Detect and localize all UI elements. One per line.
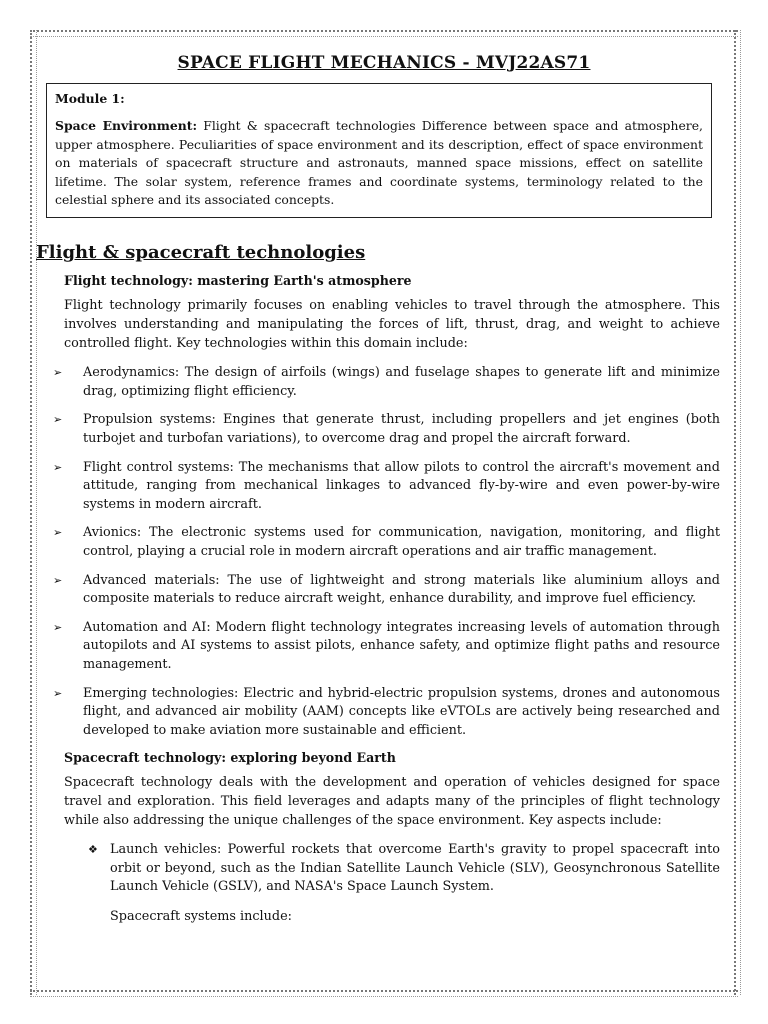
arrow-bullet-icon: ➢ (53, 686, 63, 700)
arrow-bullet-icon: ➢ (53, 366, 63, 380)
module-topic-text: Flight & spacecraft technologies Difference between space and atmosphere, upper atmosphere. Peculiarities of space environment and its description, effect of space environment on materials of spacecraft structure and astronauts, manned space missions, effect on satellite lifetime. The solar system, reference frames and coordinate systems, terminology related to the celestial sphere and its associated concepts. (55, 118, 703, 208)
arrow-bullet-icon: ➢ (53, 573, 63, 587)
page-border-right (734, 30, 741, 995)
list-item: ➢ Avionics: The electronic systems used for communication, navigation, monitoring, and flight control, playing a crucial role in modern aircraft operations and air traffic management. (53, 525, 720, 559)
arrow-bullet-icon: ➢ (53, 526, 63, 540)
list-item: ➢ Automation and AI: Modern flight technology integrates increasing levels of automation through autopilots and AI systems to assist pilots, enhance safety, and optimize flight paths and resource management. (53, 619, 720, 672)
flight-technology-list (40, 364, 728, 740)
module-description (55, 117, 703, 209)
arrow-bullet-icon: ➢ (53, 413, 63, 427)
list-item: ➢ Aerodynamics: The design of airfoils (wings) and fuselage shapes to generate lift and minimize drag, optimizing flight efficiency. (53, 365, 720, 399)
spacecraft-systems-line: Spacecraft systems include: (110, 908, 292, 924)
document-title: SPACE FLIGHT MECHANICS - MVJ22AS71 (177, 53, 591, 73)
spacecraft-technology-list (40, 841, 728, 897)
list-item: ❖ Launch vehicles: Powerful rockets that overcome Earth's gravity to propel spacecraft into orbit or beyond, such as the Indian Satellite Launch Vehicle (SLV), Geosynchronous Satellite Launch Vehicle (GSLV), and NASA's Space Launch System. (88, 842, 720, 895)
module-summary-box (46, 83, 712, 218)
list-item: ➢ Propulsion systems: Engines that generate thrust, including propellers and jet engines (both turbojet and turbofan variations), to overcome drag and propel the aircraft forward. (53, 412, 720, 446)
arrow-bullet-icon: ➢ (53, 460, 63, 474)
spacecraft-technology-heading: Spacecraft technology: exploring beyond Earth (64, 750, 396, 766)
diamond-bullet-icon: ❖ (88, 843, 98, 857)
list-item: ➢ Emerging technologies: Electric and hybrid-electric propulsion systems, drones and autonomous flight, and advanced air mobility (AAM) concepts like eVTOLs are actively being researched and developed to make aviation more sustainable and efficient. (53, 685, 720, 738)
arrow-bullet-icon: ➢ (53, 620, 63, 634)
page-border-top (30, 30, 738, 37)
list-item: ➢ Flight control systems: The mechanisms that allow pilots to control the aircraft's movement and attitude, ranging from mechanical linkages to advanced fly-by-wire and even power-by-wire systems in modern aircraft. (53, 459, 720, 512)
document-page (36, 50, 728, 926)
flight-technology-heading: Flight technology: mastering Earth's atmosphere (64, 273, 412, 289)
page-border-left (30, 30, 37, 995)
list-item: ➢ Advanced materials: The use of lightweight and strong materials like aluminium alloys and composite materials to reduce aircraft weight, enhance durability, and improve fuel efficiency. (53, 572, 720, 607)
page-border-bottom (30, 990, 738, 997)
module-heading: Module 1: (55, 91, 125, 106)
spacecraft-technology-intro: Spacecraft technology deals with the development and operation of vehicles designed for space travel and exploration. This field leverages and adapts many of the principles of flight technology while also addressing the unique challenges of the space environment. Key aspects include: (64, 775, 720, 828)
module-topic-label: Space Environment: (55, 118, 198, 134)
section-heading: Flight & spacecraft technologies (36, 242, 366, 264)
flight-technology-intro: Flight technology primarily focuses on enabling vehicles to travel through the atmosphere. This involves understanding and manipulating the forces of lift, thrust, drag, and weight to achieve controlled flight. Key technologies within this domain include: (64, 298, 720, 351)
